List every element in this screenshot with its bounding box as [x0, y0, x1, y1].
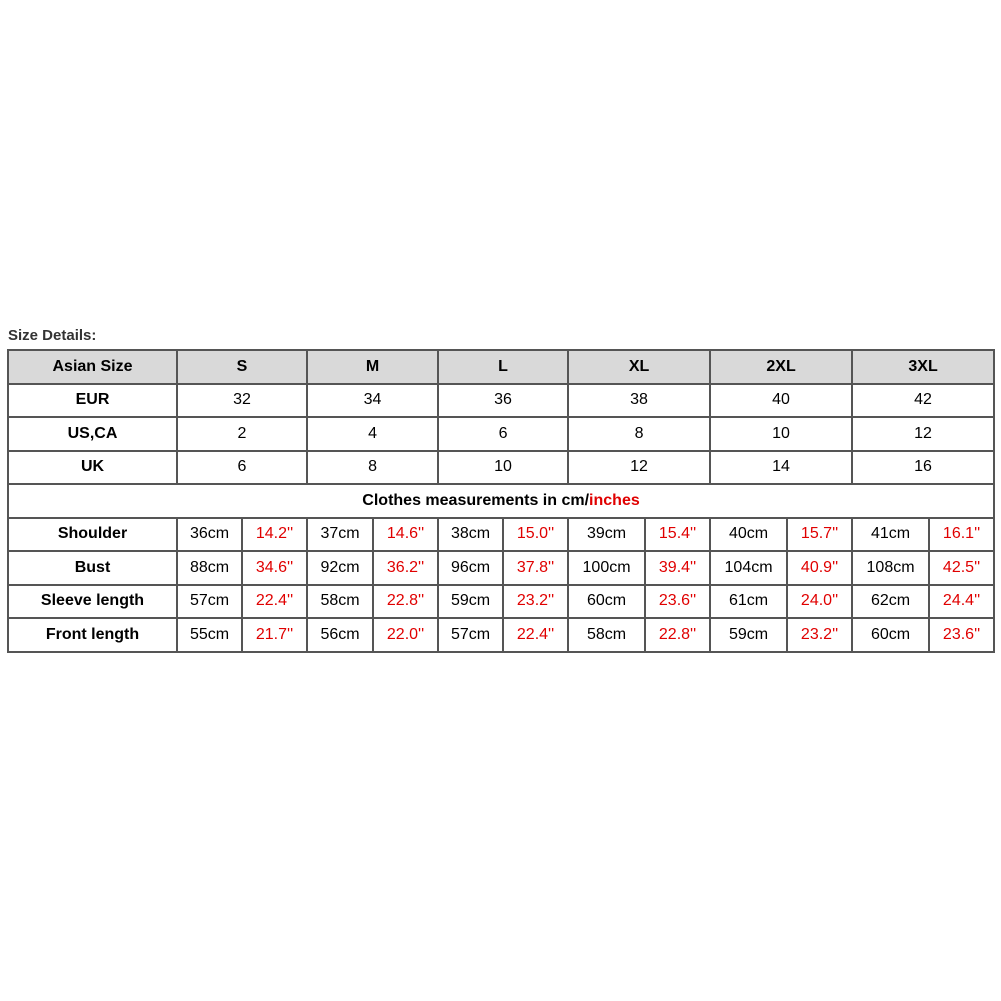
cm-cell: 39cm [568, 518, 645, 552]
row-label: Bust [8, 551, 177, 585]
inch-cell: 21.7'' [242, 618, 307, 652]
table-cell: 40 [710, 384, 852, 418]
inch-cell: 36.2'' [373, 551, 438, 585]
inch-cell: 23.2'' [503, 585, 568, 619]
conversion-row-eur [8, 384, 994, 418]
table-cell: 6 [438, 417, 568, 451]
size-header: L [438, 350, 568, 384]
cm-cell: 108cm [852, 551, 929, 585]
section-row [8, 484, 994, 518]
cm-cell: 96cm [438, 551, 503, 585]
cm-cell: 100cm [568, 551, 645, 585]
inch-cell: 22.8'' [373, 585, 438, 619]
inch-cell: 34.6'' [242, 551, 307, 585]
row-label: EUR [8, 384, 177, 418]
inch-cell: 15.4'' [645, 518, 710, 552]
table-cell: 38 [568, 384, 710, 418]
section-label-inches: inches [589, 491, 640, 509]
cm-cell: 104cm [710, 551, 787, 585]
table-cell: 10 [438, 451, 568, 485]
measurement-row-bust [8, 551, 994, 585]
inch-cell: 15.0'' [503, 518, 568, 552]
size-header: 2XL [710, 350, 852, 384]
table-cell: 10 [710, 417, 852, 451]
cm-cell: 57cm [438, 618, 503, 652]
table-cell: 34 [307, 384, 438, 418]
table-cell: 12 [852, 417, 994, 451]
inch-cell: 14.6'' [373, 518, 438, 552]
inch-cell: 40.9'' [787, 551, 852, 585]
cm-cell: 58cm [568, 618, 645, 652]
size-header: M [307, 350, 438, 384]
inch-cell: 23.2'' [787, 618, 852, 652]
row-label: Front length [8, 618, 177, 652]
inch-cell: 24.4'' [929, 585, 994, 619]
size-header: XL [568, 350, 710, 384]
cm-cell: 88cm [177, 551, 242, 585]
table-cell: 8 [568, 417, 710, 451]
table-cell: 4 [307, 417, 438, 451]
inch-cell: 42.5'' [929, 551, 994, 585]
cm-cell: 59cm [710, 618, 787, 652]
cm-cell: 40cm [710, 518, 787, 552]
page-title: Size Details: [8, 327, 97, 344]
row-label: UK [8, 451, 177, 485]
cm-cell: 59cm [438, 585, 503, 619]
header-label: Asian Size [8, 350, 177, 384]
cm-cell: 60cm [852, 618, 929, 652]
inch-cell: 22.4'' [503, 618, 568, 652]
inch-cell: 23.6'' [645, 585, 710, 619]
size-header: 3XL [852, 350, 994, 384]
table-cell: 2 [177, 417, 307, 451]
inch-cell: 24.0'' [787, 585, 852, 619]
cm-cell: 62cm [852, 585, 929, 619]
row-label: US,CA [8, 417, 177, 451]
inch-cell: 22.0'' [373, 618, 438, 652]
cm-cell: 58cm [307, 585, 373, 619]
table-cell: 32 [177, 384, 307, 418]
inch-cell: 23.6'' [929, 618, 994, 652]
table-cell: 12 [568, 451, 710, 485]
table-cell: 36 [438, 384, 568, 418]
inch-cell: 37.8'' [503, 551, 568, 585]
cm-cell: 60cm [568, 585, 645, 619]
table-cell: 6 [177, 451, 307, 485]
inch-cell: 15.7'' [787, 518, 852, 552]
cm-cell: 38cm [438, 518, 503, 552]
section-label-cm: Clothes measurements in cm/ [362, 491, 590, 509]
size-header: S [177, 350, 307, 384]
cm-cell: 56cm [307, 618, 373, 652]
cm-cell: 55cm [177, 618, 242, 652]
measurement-row-front-length [8, 618, 994, 652]
header-row [8, 350, 994, 384]
row-label: Shoulder [8, 518, 177, 552]
table-cell: 8 [307, 451, 438, 485]
cm-cell: 61cm [710, 585, 787, 619]
inch-cell: 16.1'' [929, 518, 994, 552]
table-cell: 42 [852, 384, 994, 418]
inch-cell: 39.4'' [645, 551, 710, 585]
measurement-row-sleeve-length [8, 585, 994, 619]
section-heading [8, 484, 994, 518]
measurement-row-shoulder [8, 518, 994, 552]
inch-cell: 14.2'' [242, 518, 307, 552]
cm-cell: 92cm [307, 551, 373, 585]
conversion-row-uk [8, 451, 994, 485]
inch-cell: 22.4'' [242, 585, 307, 619]
cm-cell: 41cm [852, 518, 929, 552]
row-label: Sleeve length [8, 585, 177, 619]
cm-cell: 36cm [177, 518, 242, 552]
table-cell: 16 [852, 451, 994, 485]
cm-cell: 57cm [177, 585, 242, 619]
conversion-row-us-ca [8, 417, 994, 451]
cm-cell: 37cm [307, 518, 373, 552]
inch-cell: 22.8'' [645, 618, 710, 652]
table-cell: 14 [710, 451, 852, 485]
size-table [7, 349, 995, 653]
